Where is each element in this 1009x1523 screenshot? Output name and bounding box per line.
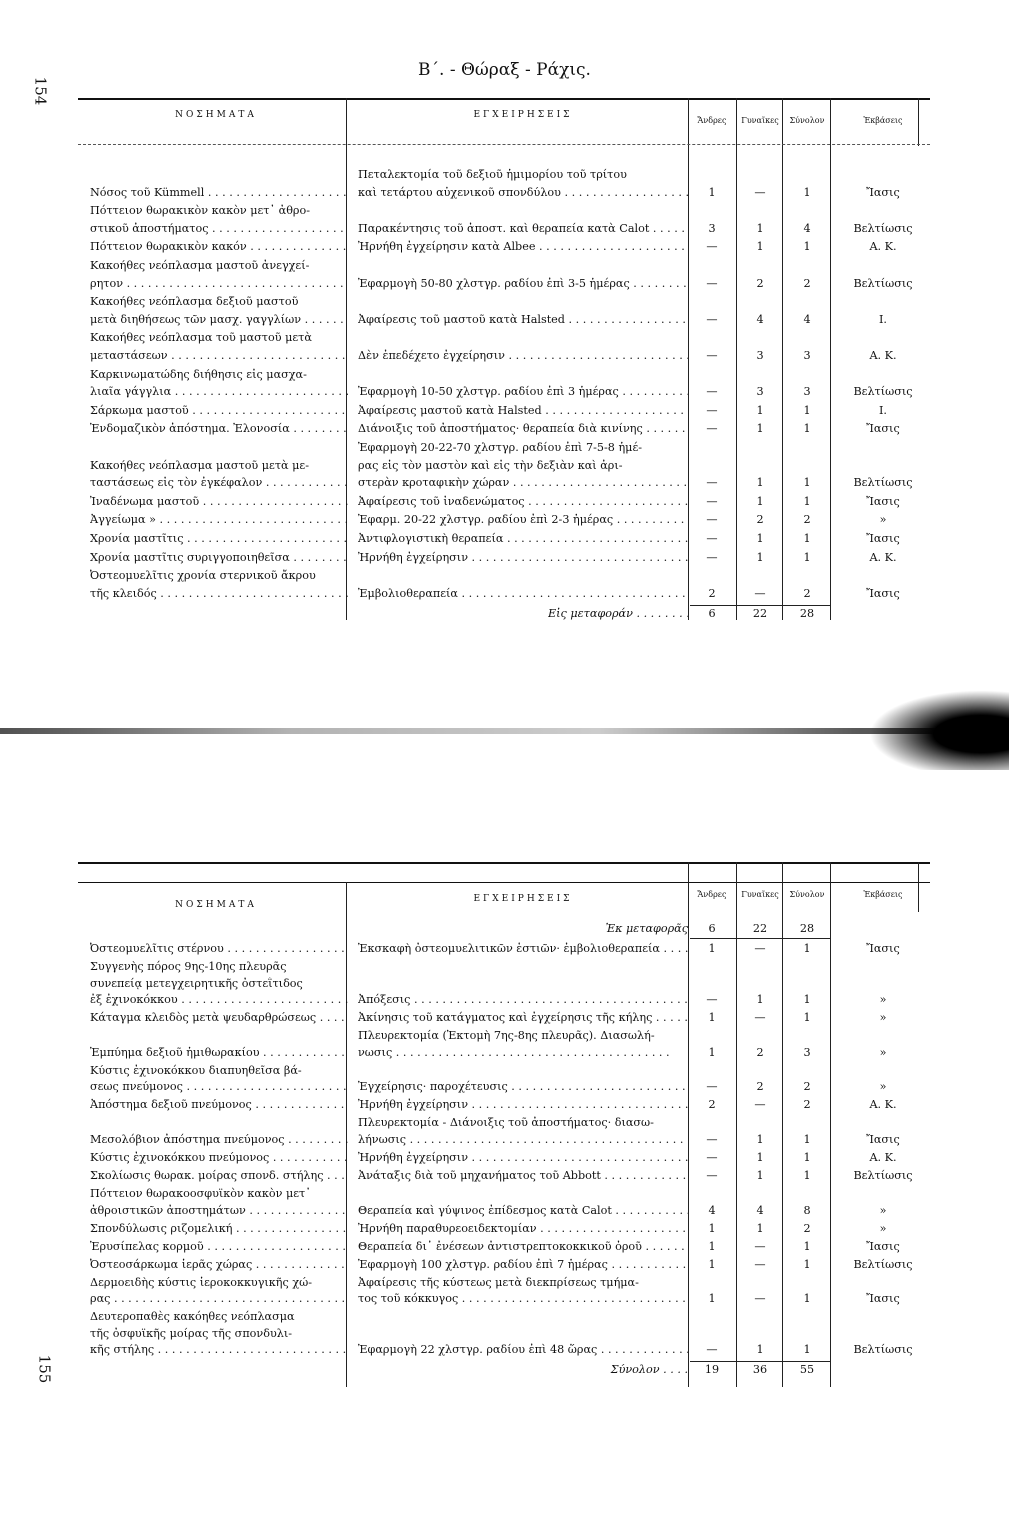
disease-text: Σάρκωμα μαστοῦ . . . [90, 404, 348, 417]
disease-text: Κακοήθες νεόπλασμα μαστοῦ ἀνεγχεί- [90, 259, 310, 272]
outcome-text: Ἴασις [866, 1239, 900, 1253]
table-header [78, 98, 930, 140]
table-row [78, 1276, 930, 1309]
total-count: 2 [803, 276, 811, 290]
operation-text: Ἀνάταξις διὰ τοῦ μηχανήματος τοῦ Abbott . . . [358, 1169, 688, 1182]
disease-text: κῆς στήλης . . . [90, 1343, 348, 1356]
outcome-text: Ἴασις [866, 185, 900, 199]
women-count: 1 [756, 1169, 764, 1182]
men-count: — [706, 513, 718, 527]
operation-text: Ἠρνήθη ἐγχείρησιν . . . [358, 1098, 688, 1111]
header-diseases: ΝΟΣΗΜΑΤΑ [175, 110, 257, 120]
disease-text: ρητον . . . [90, 277, 348, 290]
table-row [78, 331, 930, 366]
total-count: 2 [803, 586, 811, 600]
table-row [78, 1222, 930, 1239]
men-count: 1 [708, 1221, 716, 1235]
women-count: 1 [756, 1343, 764, 1357]
women-count: — [754, 1292, 766, 1306]
operation-text: Πεταλεκτομία τοῦ δεξιοῦ ἡμιμορίου τοῦ τρίτου [358, 168, 627, 181]
disease-text: Ὀστεομυελῖτις χρονία στερνικοῦ ἄκρου [90, 569, 316, 583]
total-count: 1 [803, 1257, 811, 1271]
table-row [78, 259, 930, 294]
page-number-top: 154 [31, 76, 50, 106]
table-row [78, 513, 930, 531]
table-row [78, 1116, 930, 1149]
table-row [78, 168, 930, 203]
men-count: 2 [708, 586, 716, 600]
operation-text: Ἐφαρμ. 20-22 χλστγρ. ραδίου ἐπὶ 2-3 ἡμέρας . . . [358, 513, 688, 526]
outcome-text: Βελτίωσις [853, 1169, 913, 1182]
disease-text: στικοῦ ἀποστήματος . . . [90, 222, 348, 235]
men-count: — [706, 1080, 718, 1094]
outcome-text: Βελτίωσις [853, 476, 913, 490]
women-count: 2 [756, 513, 764, 527]
disease-text: μετὰ διηθήσεως τῶν μασχ. γαγγλίων . . . [90, 313, 348, 326]
table-row [78, 1151, 930, 1168]
disease-text: Καρκινωματώδης διήθησις εἰς μασχα- [90, 367, 307, 381]
total-count: 2 [803, 1221, 811, 1235]
summary-men: 6 [708, 607, 716, 621]
total-count: 1 [803, 1011, 811, 1025]
carry-women: 22 [752, 922, 768, 935]
operation-text: Ἠρνήθη ἐγχείρησιν . . . [358, 551, 688, 564]
outcome-text: » [879, 1045, 887, 1059]
men-count: 1 [708, 942, 716, 955]
operation-text: Ἐγχείρησις· παροχέτευσις . . . [358, 1080, 688, 1093]
operation-text: Θεραπεία δι᾽ ἐνέσεων ἀντιστρεπτοκοκκικοῦ ὀροῦ . . . [358, 1240, 688, 1253]
men-count: — [706, 532, 718, 545]
women-count: 1 [756, 240, 764, 254]
men-count: — [706, 348, 718, 362]
women-count: 1 [756, 993, 764, 1007]
operation-text: Πλευρεκτομία (Ἐκτομὴ 7ης-8ης πλευρᾶς). Διασωλή- [358, 1029, 655, 1043]
table-row [78, 1169, 930, 1186]
women-count: 1 [756, 476, 764, 490]
table-row [78, 422, 930, 440]
outcome-text: » [879, 1221, 887, 1235]
header-men: Ἄνδρες [697, 890, 727, 899]
disease-text: Σπονδύλωσις ριζομελική . . . [90, 1222, 348, 1235]
total-count: 1 [803, 185, 811, 199]
carry-rule [690, 938, 830, 939]
outcome-text: Ἴασις [866, 1292, 900, 1306]
page-fold-shadow [0, 728, 1009, 734]
women-count: 4 [756, 1203, 764, 1217]
rule-right [918, 98, 919, 146]
disease-text: Ἐνδομαζικὸν ἀπόστημα. Ἐλονοσία . . . [90, 422, 348, 435]
table-row [78, 495, 930, 513]
operation-text: Ἀφαίρεσις μαστοῦ κατὰ Halsted . . . [358, 404, 688, 417]
total-count: 1 [803, 550, 811, 564]
header-women: Γυναῖκες [741, 890, 779, 899]
total-count: 1 [803, 494, 811, 508]
header-men: Ἄνδρες [697, 116, 727, 125]
women-count: — [754, 185, 766, 199]
summary-rule [690, 605, 830, 606]
page-number-bottom: 155 [35, 1354, 54, 1384]
table-row [78, 569, 930, 604]
disease-text: Συγγενὴς πόρος 9ης-10ης πλευρᾶς [90, 960, 287, 973]
operation-text: Διάνοιξις τοῦ ἀποστήματος· θεραπεία διὰ κινίνης . . . [358, 422, 688, 435]
outcome-text: » [879, 1080, 887, 1094]
outcome-text: Ι. [879, 403, 887, 417]
operation-text: Ἀφαίρεσις τοῦ ἰναδενώματος . . . [358, 495, 688, 508]
disease-text: τῆς ὀσφυϊκῆς μοίρας τῆς σπονδυλι- [90, 1326, 293, 1340]
disease-text: ρας . . . [90, 1292, 348, 1305]
disease-text: Πόττειον θωρακικὸν κακόν . . . [90, 240, 348, 253]
disease-text: Κύστις ἐχινοκόκκου διαπυηθεῖσα βά- [90, 1063, 302, 1077]
women-count: 2 [756, 1045, 764, 1059]
men-count: 1 [708, 1045, 716, 1059]
operation-text: τος τοῦ κόκκυγος . . . [358, 1292, 688, 1305]
operation-text: Ἠρνήθη παραθυρεοειδεκτομίαν . . . [358, 1222, 688, 1235]
disease-text: Σκολίωσις θωρακ. μοίρας σπονδ. στήλης . . . [90, 1169, 348, 1182]
disease-text: Νόσος τοῦ Kümmell . . . [90, 186, 348, 199]
women-count: — [754, 1098, 766, 1112]
total-count: 8 [803, 1203, 811, 1217]
operation-text: Ἐμβολιοθεραπεία . . . [358, 587, 688, 600]
table-row [78, 441, 930, 494]
total-count: 1 [803, 1343, 811, 1357]
total-count: 1 [803, 1151, 811, 1164]
men-count: — [706, 476, 718, 490]
disease-text: Δευτεροπαθὲς κακόηθες νεόπλασμα [90, 1310, 295, 1324]
operation-text: Πλευρεκτομία - Διάνοιξις τοῦ ἀποστήματος· διασω- [358, 1116, 654, 1130]
summary-label: Εἰς μεταφοράν . . . [548, 607, 688, 620]
table-row [78, 1029, 930, 1062]
women-count: — [754, 586, 766, 600]
summary-total: 28 [799, 607, 815, 621]
table-row [78, 1064, 930, 1097]
women-count: — [754, 1239, 766, 1253]
table-row [78, 551, 930, 569]
header-women: Γυναῖκες [741, 116, 779, 125]
men-count: 1 [708, 1011, 716, 1025]
women-count: 3 [756, 385, 764, 399]
carry-label: Ἐκ μεταφορᾶς [605, 922, 688, 935]
table-bottom [78, 862, 930, 1392]
page-title: Β΄. - Θώραξ - Ράχις. [418, 60, 591, 80]
disease-text: Δερμοειδὴς κύστις ἱεροκοκκυγικῆς χώ- [90, 1275, 313, 1289]
operation-text: Ἐφαρμογὴ 10-50 χλστγρ. ραδίου ἐπὶ 3 ἡμέρας . . . [358, 385, 688, 398]
total-count: 1 [803, 1132, 811, 1146]
disease-text: Ἀπόστημα δεξιοῦ πνεύμονος . . . [90, 1098, 348, 1111]
men-count: — [706, 993, 718, 1007]
operation-text: Ἠρνήθη ἐγχείρησιν . . . [358, 1151, 688, 1164]
header-outcome: Ἐκβάσεις [863, 890, 903, 899]
operation-text: Θεραπεία καὶ γύψινος ἐπίδεσμος κατὰ Calot . . . [358, 1204, 688, 1217]
outcome-text: » [879, 1203, 887, 1217]
total-count: 3 [803, 1045, 811, 1059]
operation-text: Ἐφαρμογὴ 100 χλστγρ. ραδίου ἐπὶ 7 ἡμέρας . . . [358, 1258, 688, 1271]
table-row [78, 295, 930, 330]
operation-text: ρας εἰς τὸν μαστὸν καὶ εἰς τὴν δεξιὰν καὶ ἀρι- [358, 458, 623, 472]
total-count: 1 [803, 476, 811, 490]
outcome-text: Α. Κ. [869, 348, 897, 362]
men-count: 3 [708, 221, 716, 235]
outcome-text: Α. Κ. [869, 1151, 897, 1164]
men-count: 1 [708, 1239, 716, 1253]
carry-men: 6 [708, 922, 716, 935]
men-count: 2 [708, 1098, 716, 1112]
summary-women: 36 [752, 1363, 768, 1377]
operation-text: λήνωσις . . . [358, 1133, 688, 1146]
table-row [78, 368, 930, 403]
outcome-text: Ἴασις [866, 532, 900, 545]
disease-text: Κακοήθες νεόπλασμα μαστοῦ μετὰ με- [90, 458, 310, 472]
page-fold-blot [869, 690, 1009, 770]
total-count: 1 [803, 942, 811, 955]
table-row [78, 942, 930, 959]
disease-text: μεταστάσεων . . . [90, 349, 348, 362]
header-top-rule [78, 882, 930, 883]
women-count: 1 [756, 1221, 764, 1235]
disease-text: ταστάσεως εἰς τὸν ἐγκέφαλον . . . [90, 476, 348, 489]
outcome-text: Ι. [879, 312, 887, 326]
header-outcome: Ἐκβάσεις [863, 116, 903, 125]
operation-text: καὶ τετάρτου αὐχενικοῦ σπονδύλου . . . [358, 186, 688, 199]
outcome-text: Α. Κ. [869, 1098, 897, 1112]
summary-women: 22 [752, 607, 768, 621]
total-count: 1 [803, 532, 811, 545]
table-header [78, 862, 930, 910]
disease-text: Κακοήθες νεόπλασμα δεξιοῦ μαστοῦ [90, 295, 299, 309]
men-count: — [706, 385, 718, 399]
table-top [78, 98, 930, 623]
women-count: 1 [756, 1132, 764, 1146]
operation-text: Ἀκίνησις τοῦ κατάγματος καὶ ἐγχείρησις τῆς κήλης . . . [358, 1011, 688, 1024]
outcome-text: Βελτίωσις [853, 276, 913, 290]
disease-text: Κάταγμα κλειδὸς μετὰ ψευδαρθρώσεως . . . [90, 1011, 348, 1024]
disease-text: σεως πνεύμονος . . . [90, 1080, 348, 1093]
table-row [78, 1187, 930, 1220]
women-count: — [754, 1257, 766, 1271]
rule-right [918, 862, 919, 912]
women-count: — [754, 1011, 766, 1025]
operation-text: Δὲν ἐπεδέχετο ἐγχείρησιν . . . [358, 349, 688, 362]
women-count: 1 [756, 403, 764, 417]
disease-text: συνεπείᾳ μετεγχειρητικῆς ὀστεΐτιδος [90, 976, 303, 990]
disease-text: Ὀστεομυελῖτις στέρνου . . . [90, 942, 348, 955]
summary-men: 19 [704, 1363, 720, 1377]
men-count: — [706, 1343, 718, 1357]
summary-label: Σύνολον . . . . [610, 1363, 688, 1377]
operation-text: στερὰν κροταφικὴν χώραν . . . [358, 476, 688, 489]
total-count: 1 [803, 1169, 811, 1182]
summary-row [78, 607, 930, 623]
outcome-text: Ἴασις [866, 422, 900, 436]
men-count: 1 [708, 1292, 716, 1306]
outcome-text: Βελτίωσις [853, 1257, 913, 1271]
total-count: 1 [803, 993, 811, 1007]
outcome-text: Ἴασις [866, 586, 900, 600]
header-bottom-rule [78, 144, 930, 145]
total-count: 2 [803, 1080, 811, 1094]
operation-text: Ἐφαρμογὴ 50-80 χλστγρ. ραδίου ἐπὶ 3-5 ἡμέρας . . . [358, 277, 688, 290]
table-row [78, 1310, 930, 1360]
total-count: 3 [803, 385, 811, 399]
outcome-text: Βελτίωσις [853, 221, 913, 235]
disease-text: Ὀστεοσάρκωμα ἱερᾶς χώρας . . . [90, 1258, 348, 1271]
men-count: — [706, 312, 718, 326]
women-count: 3 [756, 348, 764, 362]
carry-row [78, 922, 930, 938]
men-count: — [706, 1132, 718, 1146]
men-count: — [706, 403, 718, 417]
total-count: 1 [803, 1239, 811, 1253]
table-row [78, 240, 930, 258]
operation-text: Ἠρνήθη ἐγχείρησιν κατὰ Albee . . . [358, 240, 688, 253]
table-row [78, 532, 930, 550]
table-row [78, 1258, 930, 1275]
men-count: 1 [708, 185, 716, 199]
outcome-text: » [879, 1011, 887, 1025]
disease-text: Πόττειον θωρακικὸν κακὸν μετ᾽ ἀθρο- [90, 204, 311, 218]
operation-text: Ἀφαίρεσις τοῦ μαστοῦ κατὰ Halsted . . . [358, 313, 688, 326]
total-count: 1 [803, 422, 811, 436]
disease-text: Κακοήθες νεόπλασμα τοῦ μαστοῦ μετὰ [90, 331, 312, 345]
summary-rule [690, 1361, 830, 1362]
women-count: 4 [756, 312, 764, 326]
disease-text: Κύστις ἐχινοκόκκου πνεύμονος . . . [90, 1151, 348, 1164]
total-count: 1 [803, 1292, 811, 1306]
women-count: 1 [756, 221, 764, 235]
men-count: — [706, 1151, 718, 1164]
outcome-text: Ἴασις [866, 1132, 900, 1146]
outcome-text: Ἴασις [866, 494, 900, 508]
women-count: 1 [756, 550, 764, 564]
disease-text: Ἐρυσίπελας κορμοῦ . . . [90, 1240, 348, 1253]
operation-text: νωσις . . . [358, 1046, 688, 1059]
men-count: 4 [708, 1203, 716, 1217]
outcome-text: Α. Κ. [869, 550, 897, 564]
disease-text: λιαῖα γάγγλια . . . [90, 385, 348, 398]
disease-text: Πόττειον θωρακοοσφυϊκὸν κακὸν μετ᾽ [90, 1187, 311, 1200]
women-count: 2 [756, 1080, 764, 1094]
summary-row [78, 1363, 930, 1379]
total-count: 3 [803, 348, 811, 362]
table-row [78, 1011, 930, 1028]
outcome-text: Α. Κ. [869, 240, 897, 254]
disease-text: τῆς κλειδός . . . [90, 587, 348, 600]
men-count: — [706, 276, 718, 290]
men-count: — [706, 240, 718, 254]
header-total: Σύνολον [789, 890, 825, 899]
men-count: — [706, 1169, 718, 1182]
table-row [78, 1098, 930, 1115]
total-count: 4 [803, 221, 811, 235]
total-count: 1 [803, 240, 811, 254]
operation-text: Παρακέντησις τοῦ ἀποστ. καὶ θεραπεία κατὰ Calot . . . [358, 222, 688, 235]
table-row [78, 1240, 930, 1257]
women-count: 1 [756, 1151, 764, 1164]
disease-text: Χρονία μαστῖτις . . . [90, 532, 348, 545]
operation-text: Ἀφαίρεσις τῆς κύστεως μετὰ διεκπρίσεως τμήμα- [358, 1275, 639, 1289]
outcome-text: Ἴασις [866, 942, 900, 955]
carry-total: 28 [799, 922, 815, 935]
header-total: Σύνολον [789, 116, 825, 125]
disease-text: Ἀγγείωμα » . . . [90, 513, 348, 526]
women-count: 1 [756, 422, 764, 436]
men-count: — [706, 422, 718, 436]
header-diseases: ΝΟΣΗΜΑΤΑ [175, 900, 257, 910]
women-count: 1 [756, 532, 764, 545]
header-operations: ΕΓΧΕΙΡΗΣΕΙΣ [473, 894, 573, 904]
total-count: 1 [803, 403, 811, 417]
outcome-text: Βελτίωσις [853, 1343, 913, 1357]
header-operations: ΕΓΧΕΙΡΗΣΕΙΣ [473, 110, 573, 120]
table-row [78, 960, 930, 1010]
men-count: — [706, 494, 718, 508]
disease-text: Χρονία μαστῖτις συριγγοποιηθεῖσα . . . [90, 551, 348, 564]
disease-text: Μεσολόβιον ἀπόστημα πνεύμονος . . . [90, 1133, 348, 1146]
men-count: 1 [708, 1257, 716, 1271]
total-count: 4 [803, 312, 811, 326]
outcome-text: » [879, 513, 887, 527]
women-count: 2 [756, 276, 764, 290]
operation-text: Ἐφαρμογὴ 22 χλστγρ. ραδίου ἐπὶ 48 ὥρας . . . [358, 1343, 688, 1356]
operation-text: Ἐφαρμογὴ 20-22-70 χλστγρ. ραδίου ἐπὶ 7-5-8 ἡμέ- [358, 441, 643, 454]
total-count: 2 [803, 1098, 811, 1112]
disease-text: Ἰναδένωμα μαστοῦ . . . [90, 495, 348, 508]
women-count: — [754, 942, 766, 955]
women-count: 1 [756, 494, 764, 508]
operation-text: Ἀπόξεσις . . . [358, 993, 688, 1006]
disease-text: ἀθροιστικῶν ἀποστημάτων . . . [90, 1204, 348, 1217]
table-row [78, 404, 930, 422]
table-row [78, 204, 930, 239]
total-count: 2 [803, 513, 811, 527]
disease-text: ἐξ ἐχινοκόκκου . . . [90, 993, 348, 1006]
operation-text: Ἐκσκαφὴ ὀστεομυελιτικῶν ἑστιῶν· ἐμβολιοθεραπεία . . . [358, 942, 688, 955]
summary-total: 55 [799, 1363, 815, 1377]
disease-text: Ἐμπύημα δεξιοῦ ἡμιθωρακίου . . . [90, 1046, 348, 1059]
operation-text: Ἀντιφλογιστικὴ θεραπεία . . . [358, 532, 688, 545]
outcome-text: » [879, 993, 887, 1007]
men-count: — [706, 550, 718, 564]
outcome-text: Βελτίωσις [853, 385, 913, 399]
